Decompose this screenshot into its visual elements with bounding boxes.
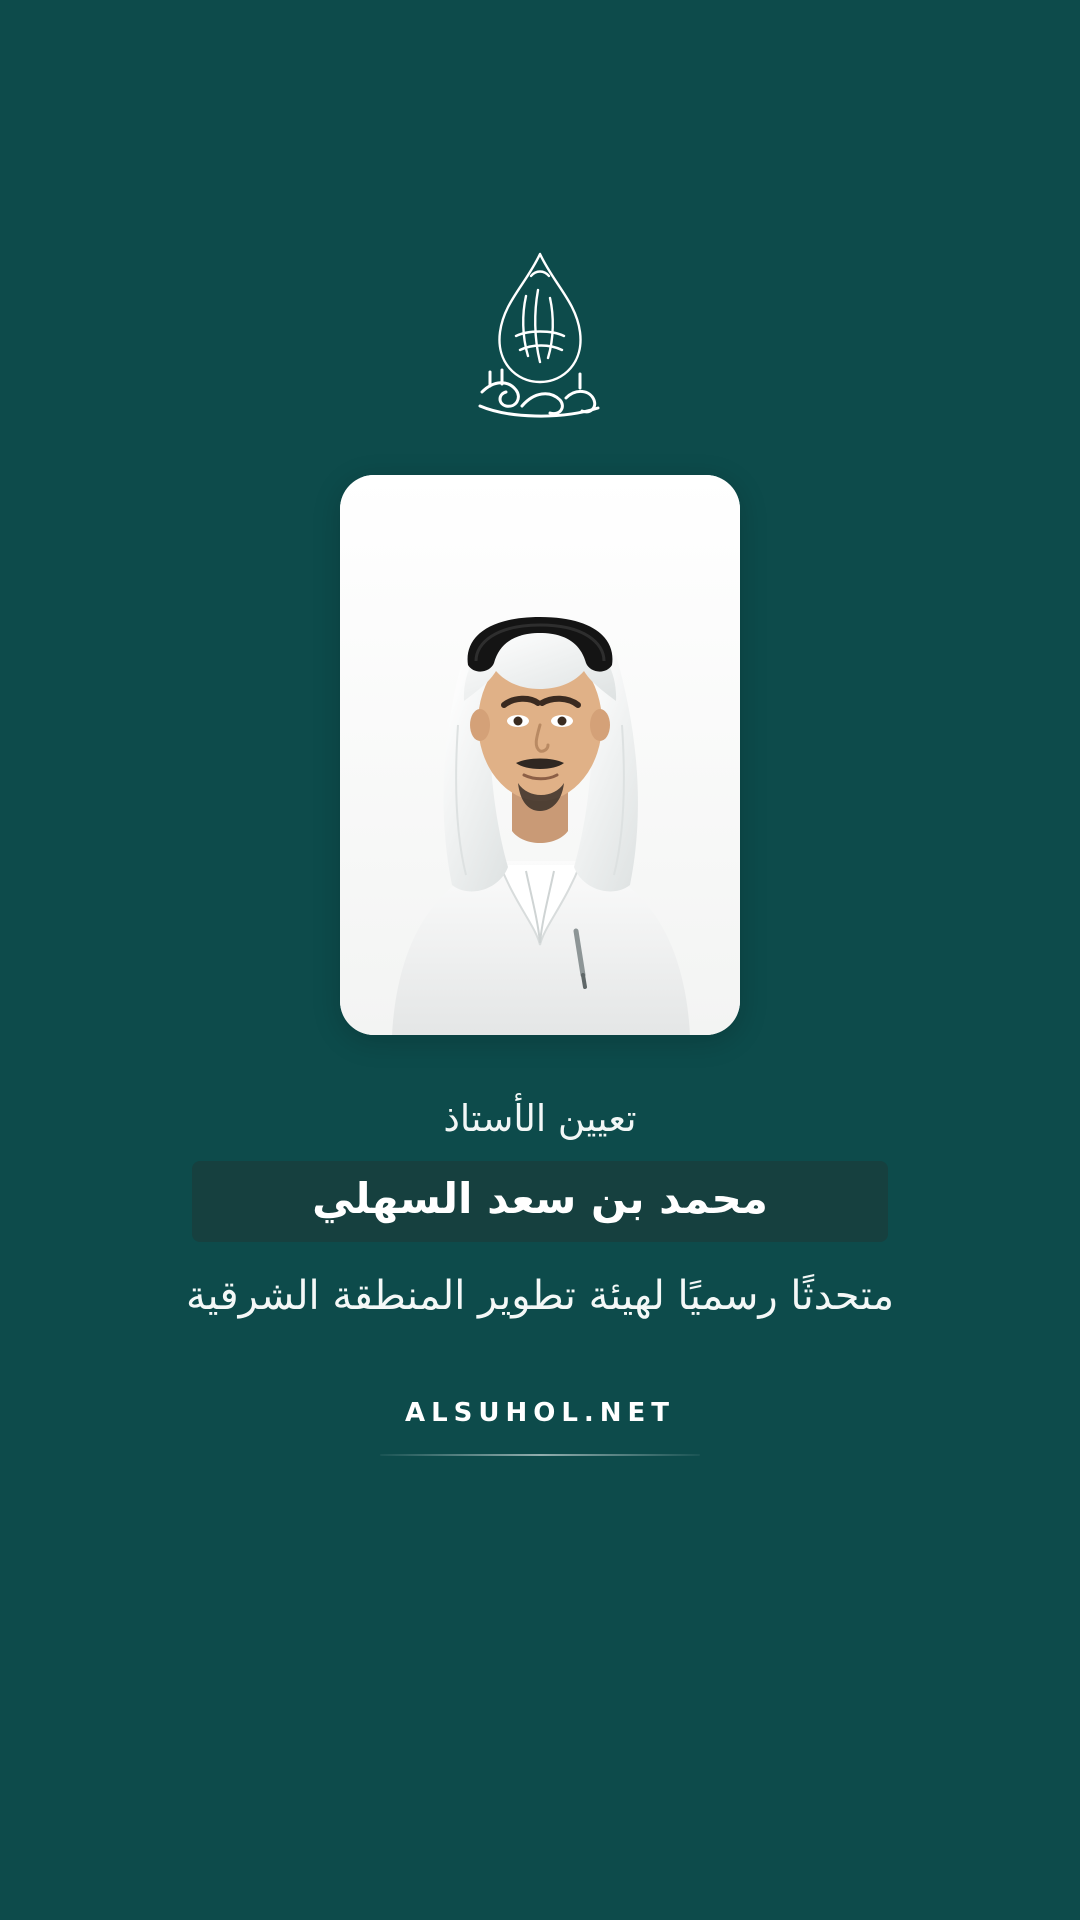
footer-divider [380, 1454, 700, 1456]
caption-block [0, 1097, 1080, 1326]
portrait-illustration [340, 475, 740, 1035]
portrait-photo [340, 475, 740, 1035]
appointment-line: تعيين الأستاذ [443, 1097, 637, 1140]
alsuhol-platform-logo [430, 240, 650, 440]
footer [380, 1398, 700, 1456]
role-line: متحدثًا رسميًا لهيئة تطوير المنطقة الشرقية [185, 1272, 895, 1319]
website-label: ALSUHOL.NET [404, 1397, 676, 1428]
person-name: محمد بن سعد السهلي [192, 1161, 888, 1241]
logo [430, 240, 650, 440]
